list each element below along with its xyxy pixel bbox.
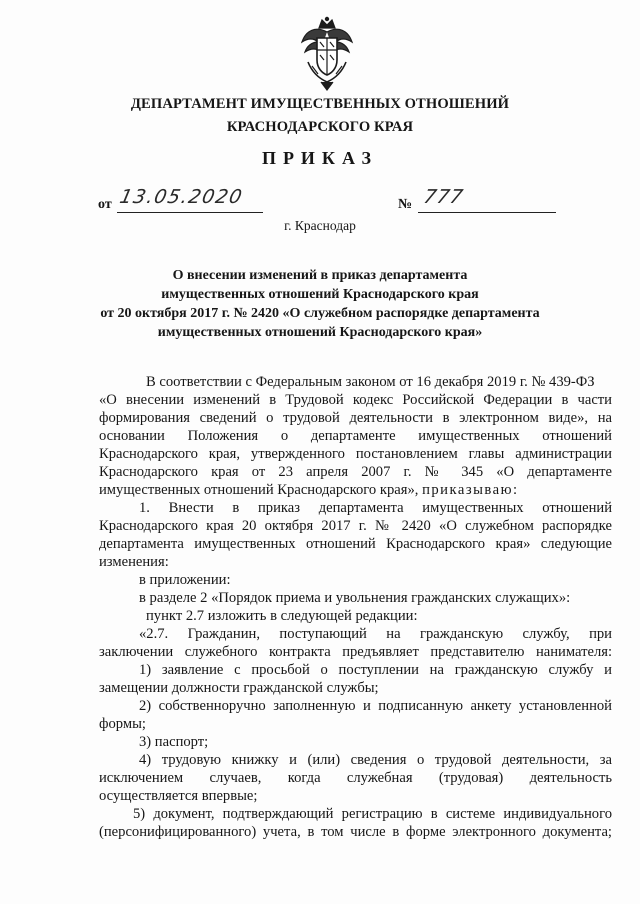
body-line: «О внесении изменений в Трудовой кодекс Российской Федерации в части xyxy=(99,392,612,408)
date-underline xyxy=(117,212,263,213)
document-title: ПРИКАЗ xyxy=(261,148,379,168)
body-line: 5) документ, подтверждающий регистрацию в системе индивидуального xyxy=(133,806,612,822)
date-label: от xyxy=(98,197,112,212)
body-line: основании Положения о департаменте имущественных отношений xyxy=(99,428,612,444)
body-line: заключении служебного контракта предъявляет представителю нанимателя: xyxy=(99,644,612,660)
subject-line: имущественных отношений Краснодарского края» xyxy=(157,325,483,340)
body-line: 2) собственноручно заполненную и подписанную анкету установленной xyxy=(139,698,612,714)
number-label: № xyxy=(398,197,413,212)
subject-line: имущественных отношений Краснодарского края xyxy=(161,287,479,302)
body-line: Краснодарского края, утвержденного постановлением главы администрации xyxy=(99,446,612,462)
body-line: формирования сведений о трудовой деятельности в электронном виде», на xyxy=(99,410,612,426)
body-line: 1. Внести в приказ департамента имущественных отношений xyxy=(139,500,612,516)
number-handwritten-value: 777 xyxy=(421,186,466,208)
body-line: в приложении: xyxy=(139,572,231,588)
body-line: В соответствии с Федеральным законом от 16 декабря 2019 г. № 439-ФЗ xyxy=(146,374,595,390)
body-line-text: имущественных отношений Краснодарского края», xyxy=(99,482,419,498)
body-line: исключением случаев, когда служебная (трудовая) деятельность xyxy=(99,770,612,786)
body-line: 4) трудовую книжку и (или) сведения о трудовой деятельности, за xyxy=(139,752,612,768)
department-name-line-2: КРАСНОДАРСКОГО КРАЯ xyxy=(226,119,414,135)
number-underline xyxy=(418,212,556,213)
body-line: департамента имущественных отношений Краснодарского края» следующие xyxy=(99,536,612,552)
body-line: в разделе 2 «Порядок приема и увольнения гражданских служащих»: xyxy=(139,590,571,606)
body-line: формы; xyxy=(99,716,146,732)
subject-line: от 20 октября 2017 г. № 2420 «О служебном распорядке департамента xyxy=(100,306,540,321)
body-line: 1) заявление с просьбой о поступлении на гражданскую службу и xyxy=(139,662,612,678)
order-word: приказываю: xyxy=(422,482,519,498)
department-name-line-1: ДЕПАРТАМЕНТ ИМУЩЕСТВЕННЫХ ОТНОШЕНИЙ xyxy=(130,96,510,112)
city-line: г. Краснодар xyxy=(284,218,356,233)
body-line: замещении должности гражданской службы; xyxy=(99,680,379,696)
body-line: изменения: xyxy=(99,554,169,570)
subject-line: О внесении изменений в приказ департамента xyxy=(172,268,468,283)
body-line: пункт 2.7 изложить в следующей редакции: xyxy=(146,608,418,624)
body-line: Краснодарского края от 23 апреля 2007 г. № 345 «О департаменте xyxy=(99,464,612,480)
body-line: «2.7. Гражданин, поступающий на гражданскую службу, при xyxy=(139,626,612,642)
body-line: 3) паспорт; xyxy=(139,734,209,750)
body-line xyxy=(99,482,612,499)
body-line: (персонифицированного) учета, в том числе в форме электронного документа; xyxy=(99,824,612,840)
date-handwritten-value: 13.05.2020 xyxy=(117,186,246,208)
body-line: Краснодарского края 20 октября 2017 г. № 2420 «О служебном распорядке xyxy=(99,518,612,534)
body-line: осуществляется впервые; xyxy=(99,788,258,804)
coat-of-arms-icon xyxy=(298,16,356,92)
